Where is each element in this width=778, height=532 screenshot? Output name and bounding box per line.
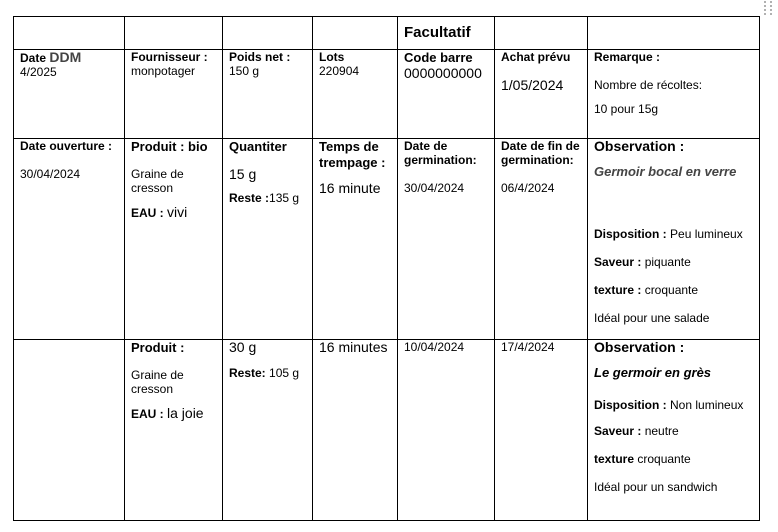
trempage-value: 16 minutes	[319, 339, 388, 355]
produit-cell[interactable]	[125, 139, 223, 340]
saveur-value: piquante	[644, 255, 691, 269]
ideal-text: Idéal pour une salade	[594, 311, 710, 325]
produit-cell[interactable]	[125, 340, 223, 521]
table-cell[interactable]	[313, 17, 398, 50]
fin-germination-cell[interactable]	[495, 340, 588, 521]
quantite-cell[interactable]	[223, 340, 313, 521]
table-cell[interactable]	[14, 17, 125, 50]
germination-value: 10/04/2024	[404, 340, 465, 354]
produit-label: Produit :	[131, 340, 185, 355]
fin-germination-label: Date de fin de germination:	[501, 139, 580, 167]
empty-cell[interactable]	[14, 340, 125, 521]
fournisseur-value: monpotager	[131, 64, 196, 78]
disposition-label: Disposition :	[594, 227, 667, 241]
ideal-text: Idéal pour un sandwich	[594, 480, 718, 494]
germination-table	[13, 16, 760, 521]
remarque-cell[interactable]	[588, 50, 760, 139]
observation-cell[interactable]	[588, 139, 760, 340]
produit-value: Graine de cresson	[131, 368, 184, 396]
ddm-cell[interactable]	[14, 50, 125, 139]
trempage-cell[interactable]	[313, 340, 398, 521]
table-cell[interactable]	[588, 17, 760, 50]
saveur-label: Saveur :	[594, 424, 642, 438]
trempage-value: 16 minute	[319, 180, 381, 196]
texture-label: texture	[594, 452, 635, 466]
lots-label: Lots	[319, 50, 345, 64]
fournisseur-cell[interactable]	[125, 50, 223, 139]
eau-value: la joie	[167, 405, 204, 421]
table-row	[14, 50, 760, 139]
texture-value: croquante	[637, 452, 691, 466]
code-barre-value: 0000000000	[404, 65, 482, 81]
code-barre-cell[interactable]	[398, 50, 495, 139]
fin-germination-value: 06/4/2024	[501, 181, 555, 195]
eau-label: EAU :	[131, 206, 164, 220]
texture-label: texture :	[594, 283, 642, 297]
saveur-label: Saveur :	[594, 255, 642, 269]
germination-cell[interactable]	[398, 340, 495, 521]
ddm-label: Date	[20, 51, 47, 65]
observation-title: Germoir bocal en verre	[594, 164, 737, 179]
eau-value: vivi	[167, 204, 188, 220]
observation-label: Observation :	[594, 138, 685, 154]
lots-value: 220904	[319, 64, 360, 78]
table-row	[14, 139, 760, 340]
trempage-cell[interactable]	[313, 139, 398, 340]
table-row	[14, 17, 760, 50]
ouverture-label: Date ouverture :	[20, 139, 113, 153]
trempage-label: Temps de trempage :	[319, 139, 386, 170]
table-cell[interactable]	[495, 17, 588, 50]
table-cell[interactable]	[398, 17, 495, 50]
observation-title: Le germoir en grès	[594, 365, 712, 380]
observation-label: Observation :	[594, 339, 685, 355]
table-row	[14, 340, 760, 521]
ouverture-value: 30/04/2024	[20, 167, 81, 181]
germination-label: Date de germination:	[404, 139, 477, 167]
lots-cell[interactable]	[313, 50, 398, 139]
remarque-line1: Nombre de récoltes:	[594, 78, 703, 92]
fin-germination-cell[interactable]	[495, 139, 588, 340]
saveur-value: neutre	[644, 424, 679, 438]
disposition-value: Peu lumineux	[670, 227, 743, 241]
observation-cell[interactable]	[588, 340, 760, 521]
germination-value: 30/04/2024	[404, 181, 465, 195]
fin-germination-value: 17/4/2024	[501, 340, 555, 354]
ddm-strong: DDM	[49, 49, 82, 65]
produit-value: Graine de cresson	[131, 167, 184, 195]
table-drag-handle-icon[interactable]	[764, 1, 774, 13]
achat-label: Achat prévu	[501, 50, 571, 64]
germination-cell[interactable]	[398, 139, 495, 340]
disposition-label: Disposition :	[594, 398, 667, 412]
remarque-line2: 10 pour 15g	[594, 102, 659, 116]
reste-label: Reste:	[229, 366, 266, 380]
quantite-value: 30 g	[229, 339, 257, 355]
table-cell[interactable]	[125, 17, 223, 50]
quantite-value: 15 g	[229, 166, 257, 182]
poids-cell[interactable]	[223, 50, 313, 139]
remarque-label: Remarque :	[594, 50, 661, 64]
disposition-value: Non lumineux	[670, 398, 744, 412]
table-cell[interactable]	[223, 17, 313, 50]
fournisseur-label: Fournisseur :	[131, 50, 208, 64]
achat-cell[interactable]	[495, 50, 588, 139]
code-barre-label: Code barre	[404, 50, 473, 65]
produit-label: Produit : bio	[131, 139, 208, 154]
quantite-cell[interactable]	[223, 139, 313, 340]
reste-value: 105 g	[269, 366, 300, 380]
reste-label: Reste :	[229, 191, 270, 205]
poids-value: 150 g	[229, 64, 260, 78]
ddm-value: 4/2025	[20, 65, 57, 79]
ouverture-cell[interactable]	[14, 139, 125, 340]
reste-value: 135 g	[269, 191, 300, 205]
texture-value: croquante	[644, 283, 699, 297]
poids-label: Poids net :	[229, 50, 291, 64]
facultatif-header: Facultatif	[404, 24, 471, 41]
achat-value: 1/05/2024	[501, 77, 564, 93]
quantite-label: Quantiter	[229, 139, 287, 154]
eau-label: EAU :	[131, 407, 164, 421]
